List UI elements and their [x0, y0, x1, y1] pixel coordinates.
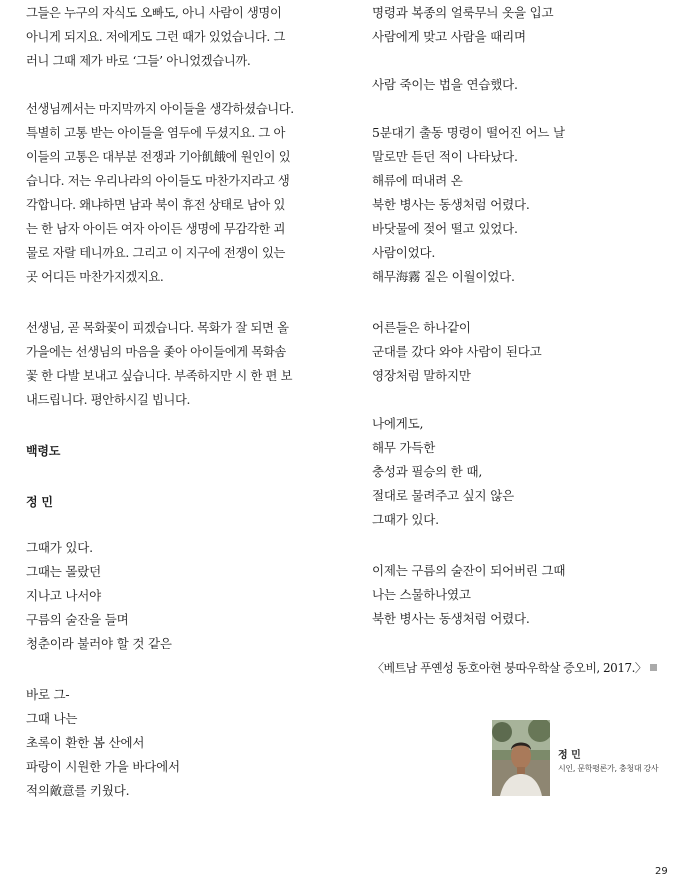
poem-line: 말로만 듣던 적이 나타났다. — [372, 149, 518, 164]
poem-line: 군대를 갔다 와야 사람이 된다고 — [372, 344, 542, 359]
poem-line: 구름의 술잔을 들며 — [26, 612, 129, 627]
poem-line: 그때가 있다. — [26, 540, 93, 555]
poem-line: 충성과 필승의 한 때, — [372, 464, 483, 479]
poem-line: 바로 그- — [26, 687, 70, 702]
letter-line: 러니 그때 제가 바로 ‘그들’ 아니었겠습니까. — [26, 54, 251, 68]
poem-line: 청춘이라 불러야 할 것 같은 — [26, 636, 172, 651]
poem-line: 지나고 나서야 — [26, 588, 102, 603]
letter-line: 각합니다. 왜냐하면 남과 북이 휴전 상태로 남아 있 — [26, 198, 286, 212]
poem-line: 북한 병사는 동생처럼 어렸다. — [372, 197, 530, 212]
poem-line: 해무海霧 짙은 이월이었다. — [372, 269, 515, 284]
poem-line: 그때가 있다. — [372, 512, 439, 527]
poet-name: 정 민 — [26, 495, 53, 509]
letter-line: 습니다. 저는 우리나라의 아이들도 마찬가지라고 생 — [26, 174, 290, 188]
author-profile — [492, 720, 682, 796]
poem-line: 사람에게 맞고 사람을 때리며 — [372, 29, 526, 44]
poem-line: 명령과 복종의 얼룩무늬 옷을 입고 — [372, 5, 554, 20]
author-photo — [492, 720, 550, 796]
page-number: 29 — [655, 866, 668, 877]
letter-line: 는 한 남자 아이든 여자 아이든 생명에 무감각한 괴 — [26, 222, 286, 236]
letter-line: 곳 어디든 마찬가지겠지요. — [26, 270, 164, 284]
poem-line: 어른들은 하나같이 — [372, 320, 471, 335]
poem-line: 북한 병사는 동생처럼 어렸다. — [372, 611, 530, 626]
poem-line: 그때 나는 — [26, 711, 78, 726]
poem-line: 바닷물에 젖어 떨고 있었다. — [372, 221, 518, 236]
letter-line: 물로 자랄 테니까요. 그리고 이 지구에 전쟁이 있는 — [26, 246, 286, 260]
letter-line: 이들의 고통은 대부분 전쟁과 기아飢餓에 원인이 있 — [26, 150, 291, 164]
poem-line: 그때는 몰랐던 — [26, 564, 102, 579]
letter-line: 선생님께서는 마지막까지 아이들을 생각하셨습니다. — [26, 102, 294, 116]
poem-line: 초록이 환한 봄 산에서 — [26, 735, 145, 750]
author-name: 정 민 — [558, 750, 581, 761]
poem-line: 해류에 떠내려 온 — [372, 173, 463, 188]
poem-line: 파랑이 시원한 가을 바다에서 — [26, 759, 180, 774]
poem-line: 사람 죽이는 법을 연습했다. — [372, 77, 518, 92]
letter-line: 특별히 고통 받는 아이들을 염두에 두셨지요. 그 아 — [26, 126, 286, 140]
poem-line: 이제는 구름의 술잔이 되어버린 그때 — [372, 563, 566, 578]
source-note-text: 〈베트남 푸옌성 동호아현 붕따우학살 증오비, 2017.〉 — [372, 661, 647, 675]
source-note — [372, 660, 672, 676]
letter-line: 내드립니다. 평안하시길 빕니다. — [26, 393, 191, 407]
poem-title: 백령도 — [26, 444, 61, 458]
end-square-icon — [650, 664, 657, 671]
poem-line: 적의敵意를 키웠다. — [26, 783, 130, 798]
letter-line: 아니게 되지요. 저에게도 그런 때가 있었습니다. 그 — [26, 30, 286, 44]
poem-line: 절대로 물려주고 싶지 않은 — [372, 488, 514, 503]
author-description: 시인, 문학평론가, 충청대 강사 — [558, 764, 659, 773]
letter-line: 선생님, 곧 목화꽃이 피겠습니다. 목화가 잘 되면 올 — [26, 321, 289, 335]
poem-line: 사람이었다. — [372, 245, 436, 260]
letter-line: 가을에는 선생님의 마음을 좇아 아이들에게 목화솜 — [26, 345, 286, 359]
letter-line: 그들은 누구의 자식도 오빠도, 아니 사람이 생명이 — [26, 6, 282, 20]
poem-line: 영장처럼 말하지만 — [372, 368, 471, 383]
poem-line: 해무 가득한 — [372, 440, 436, 455]
poem-line: 5분대기 출동 명령이 떨어진 어느 날 — [372, 125, 565, 140]
poem-line: 나는 스물하나였고 — [372, 587, 471, 602]
poem-line: 나에게도, — [372, 416, 424, 431]
letter-line: 꽃 한 다발 보내고 싶습니다. 부족하지만 시 한 편 보 — [26, 369, 293, 383]
